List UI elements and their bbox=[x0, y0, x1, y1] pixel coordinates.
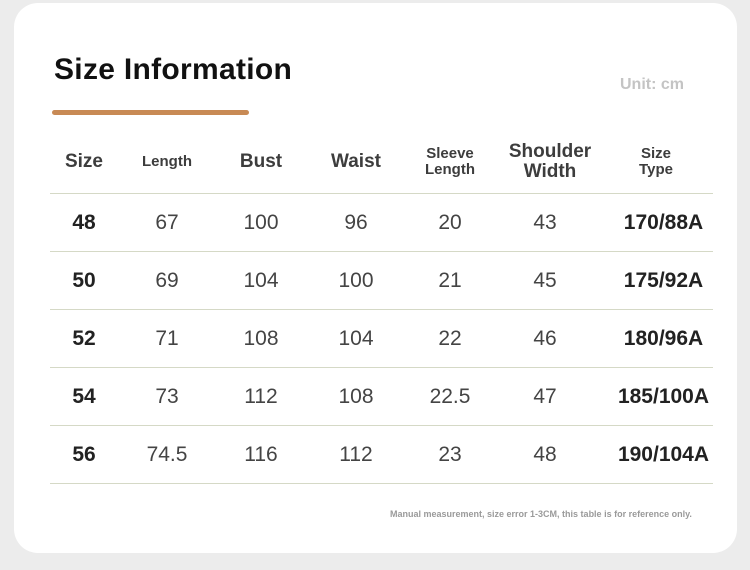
table-row bbox=[50, 252, 713, 310]
cell-waist: 112 bbox=[339, 442, 373, 466]
size-table bbox=[50, 131, 713, 484]
cell-shoulder-width: 48 bbox=[533, 442, 557, 466]
cell-bust: 116 bbox=[244, 442, 278, 466]
header-bust: Bust bbox=[239, 151, 283, 172]
header-sleeve-length: Sleeve Length bbox=[425, 145, 475, 178]
cell-waist: 96 bbox=[344, 210, 368, 234]
header-size-type: Size Type bbox=[639, 145, 673, 178]
reference-note: Manual measurement, size error 1-3CM, this table is for reference only. bbox=[390, 509, 692, 519]
cell-bust: 100 bbox=[243, 210, 279, 234]
cell-sleeve-length: 22 bbox=[438, 326, 462, 350]
cell-size-type: 175/92A bbox=[623, 268, 704, 292]
cell-length: 74.5 bbox=[146, 442, 188, 466]
cell-waist: 108 bbox=[338, 384, 374, 408]
cell-bust: 112 bbox=[244, 384, 278, 408]
cell-size-type: 190/104A bbox=[617, 442, 710, 466]
cell-bust: 108 bbox=[243, 326, 279, 350]
cell-sleeve-length: 20 bbox=[438, 210, 462, 234]
cell-shoulder-width: 45 bbox=[533, 268, 557, 292]
header-length: Length bbox=[142, 153, 192, 170]
table-row bbox=[50, 310, 713, 368]
table-header bbox=[50, 131, 713, 194]
cell-size-type: 170/88A bbox=[623, 210, 704, 234]
cell-size-type: 185/100A bbox=[617, 384, 710, 408]
cell-shoulder-width: 43 bbox=[533, 210, 557, 234]
cell-size: 52 bbox=[72, 326, 96, 350]
title-underline bbox=[52, 110, 249, 115]
cell-waist: 100 bbox=[338, 268, 374, 292]
cell-size: 56 bbox=[72, 442, 96, 466]
table-row bbox=[50, 194, 713, 252]
cell-length: 69 bbox=[155, 268, 179, 292]
cell-size: 48 bbox=[72, 210, 96, 234]
cell-length: 73 bbox=[155, 384, 179, 408]
page-title: Size Information bbox=[54, 53, 293, 86]
cell-size-type: 180/96A bbox=[623, 326, 704, 350]
cell-sleeve-length: 23 bbox=[438, 442, 462, 466]
cell-sleeve-length: 22.5 bbox=[429, 384, 471, 408]
cell-sleeve-length: 21 bbox=[438, 268, 462, 292]
cell-shoulder-width: 47 bbox=[533, 384, 557, 408]
header-waist: Waist bbox=[331, 151, 381, 172]
size-info-card bbox=[14, 3, 737, 553]
cell-size: 50 bbox=[72, 268, 96, 292]
table-row bbox=[50, 368, 713, 426]
cell-length: 67 bbox=[155, 210, 179, 234]
cell-size: 54 bbox=[72, 384, 96, 408]
cell-bust: 104 bbox=[243, 268, 279, 292]
cell-length: 71 bbox=[155, 326, 179, 350]
unit-label: Unit: cm bbox=[620, 76, 684, 93]
header-shoulder-width: Shoulder Width bbox=[508, 141, 592, 182]
table-row bbox=[50, 426, 713, 484]
cell-waist: 104 bbox=[338, 326, 374, 350]
header-size: Size bbox=[64, 151, 104, 172]
cell-shoulder-width: 46 bbox=[533, 326, 557, 350]
